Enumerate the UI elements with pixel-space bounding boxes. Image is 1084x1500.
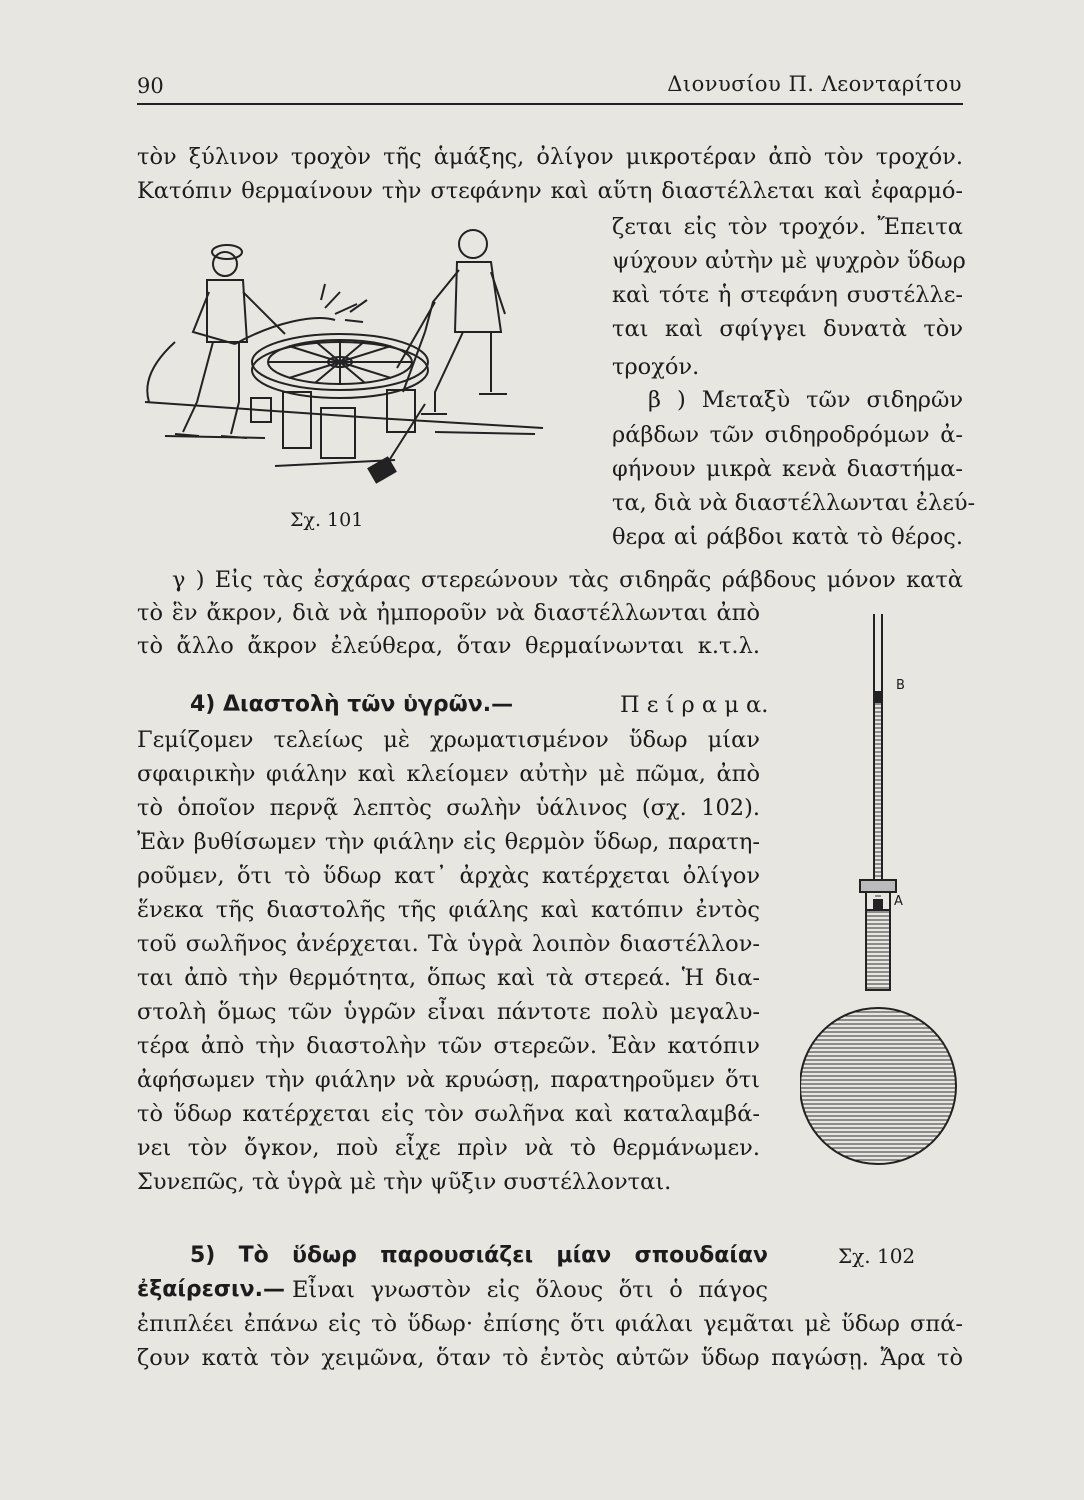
header-rule [137,103,963,105]
text-line: ζεται εἰς τὸν τροχόν. Ἔπειτα [612,214,963,240]
text-line: ροῦμεν, ὅτι τὸ ὕδωρ κατ᾽ ἀρχὰς κατέρχεται ὀλίγον [137,863,760,889]
label-b: B [896,678,905,693]
text-line: Ἐὰν βυθίσωμεν τὴν φιάλην εἰς θερμὸν ὕδωρ, παρατη- [137,829,760,855]
text-line: ἀφήσωμεν τὴν φιάλην νὰ κρυώσῃ, παρατηροῦμεν ὅτι [137,1067,760,1093]
text-line: τέρα ἀπὸ τὴν διαστολὴν τῶν στερεῶν. Ἐὰν κατόπιν [137,1033,760,1059]
text-line: ται καὶ σφίγγει δυνατὰ τὸν [612,316,963,342]
text-line: ψύχουν αὐτὴν μὲ ψυχρὸν ὕδωρ [612,248,966,274]
text-line: τοῦ σωλῆνος ἀνέρχεται. Τὰ ὑγρὰ λοιπὸν διαστέλλον- [137,931,760,957]
text-line: τὸ ὕδωρ κατέρχεται εἰς τὸν σωλῆνα καὶ καταλαμβά- [137,1101,760,1127]
text-line: ται ἀπὸ τὴν θερμότητα, ὅπως καὶ τὰ στερεά. Ἡ δια- [137,965,760,991]
text-line: θερα αἱ ράβδοι κατὰ τὸ θέρος. [612,524,963,550]
text-line: σφαιρικὴν φιάλην καὶ κλείομεν αὐτὴν μὲ πῶμα, ἀπὸ [137,761,760,787]
figure-102-flask-illustration [800,610,960,1220]
text-line: γ ) Εἰς τὰς ἐσχάρας στερεώνουν τὰς σιδηρᾶς ράβδους μόνον κατὰ [172,567,963,593]
text-line: νει τὸν ὄγκον, ποὺ εἶχε πρὶν νὰ τὸ θερμάνωμεν. [137,1135,760,1161]
text-line: τὸ ὁποῖον περνᾷ λεπτὸς σωλὴν ὑάλινος (σχ. 102). [137,795,760,821]
text-line: ζουν κατὰ τὸν χειμῶνα, ὅταν τὸ ἐντὸς αὐτῶν ὕδωρ παγώσῃ. Ἄρα τὸ [137,1345,963,1371]
text-line: τὸ ἄλλο ἄκρον ἐλεύθερα, ὅταν θερμαίνωνται κ.τ.λ. [137,633,760,659]
text-line: Εἶναι γνωστὸν εἰς ὅλους ὅτι ὁ πάγος [292,1277,768,1303]
text-line: ἐπιπλέει ἐπάνω εἰς τὸ ὕδωρ· ἐπίσης ὅτι φιάλαι γεμᾶται μὲ ὕδωρ σπά- [137,1311,963,1337]
figure-102-caption: Σχ. 102 [838,1244,916,1268]
text-line: τὸ ἓν ἄκρον, διὰ νὰ ἠμποροῦν νὰ διαστέλλωνται ἀπὸ [137,600,760,626]
text-line: ἕνεκα τῆς διαστολῆς τῆς φιάλης καὶ κατόπιν ἐντὸς [137,897,760,923]
text-line: ράβδων τῶν σιδηροδρόμων ἀ- [612,422,963,448]
label-a: A [894,894,903,909]
text-line: Κατόπιν θερμαίνουν τὴν στεφάνην καὶ αὕτη διαστέλλεται καὶ ἐφαρμό- [137,178,963,204]
section-4-heading: 4) Διαστολὴ τῶν ὑγρῶν.— [190,692,514,717]
text-line: β ) Μεταξὺ τῶν σιδηρῶν [648,387,963,413]
text-line: Γεμίζομεν τελείως μὲ χρωματισμένον ὕδωρ μίαν [137,727,760,753]
running-header-author: Διονυσίου Π. Λεονταρίτου [667,72,962,96]
section-5-heading-cont: ἐξαίρεσιν.— [137,1277,285,1302]
text-line: Συνεπῶς, τὰ ὑγρὰ μὲ τὴν ψῦξιν συστέλλονται. [137,1169,672,1195]
section-5-heading: 5) Τὸ ὕδωρ παρουσιάζει μίαν σπουδαίαν [190,1243,768,1268]
text-line: τα, διὰ νὰ διαστέλλωνται ἐλεύ- [612,490,976,516]
text-line: στολὴ ὅμως τῶν ὑγρῶν εἶναι πάντοτε πολὺ μεγαλυ- [137,999,760,1025]
figure-101-caption: Σχ. 101 [290,509,364,531]
text-line: καὶ τότε ἡ στεφάνη συστέλλε- [612,282,963,308]
experiment-label: Π ε ί ρ α μ α. [620,692,769,718]
text-line: τροχόν. [612,354,700,380]
text-line: φήνουν μικρὰ κενὰ διαστήμα- [612,456,963,482]
text-line: τὸν ξύλινον τροχὸν τῆς ἁμάξης, ὀλίγον μικροτέραν ἀπὸ τὸν τροχόν. [137,144,963,170]
page-number: 90 [137,74,164,98]
figure-101-wheel-tiring-illustration [135,222,545,494]
